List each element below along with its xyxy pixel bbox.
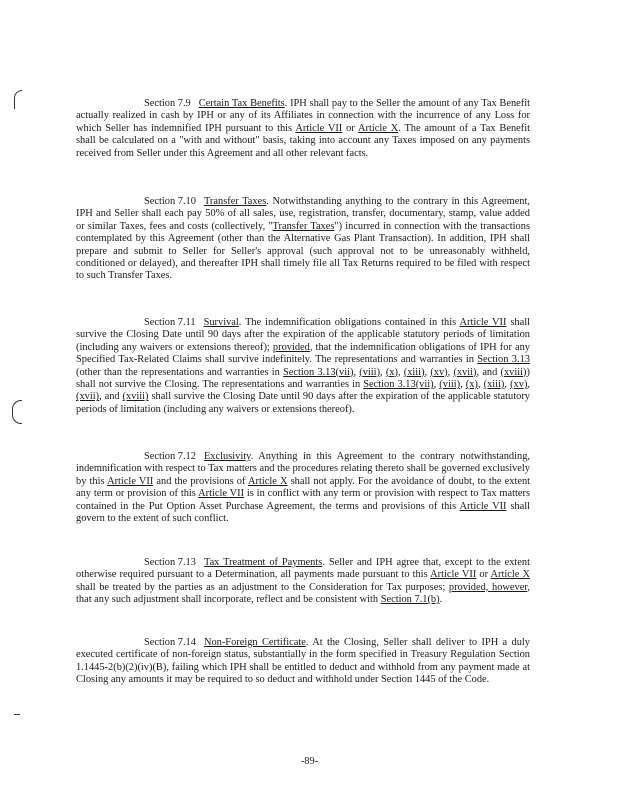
body-text: ,	[447, 366, 454, 378]
cross-reference: Section 3.13	[477, 354, 530, 366]
page-number: -89-	[300, 756, 319, 767]
section-number: Section 7.10	[144, 196, 196, 207]
cross-reference: Article VII	[459, 500, 507, 512]
section-number: Section 7.11	[144, 317, 196, 328]
cross-reference: Section 3.13(vii)	[363, 379, 434, 391]
cross-reference: (viii)	[439, 379, 461, 391]
cross-reference: Article VII	[107, 475, 154, 487]
scan-artifact-mark	[12, 400, 22, 424]
body-text: . Anything in this Agreement to the contrary notwithstanding, indemnification with respect to Tax matters and the procedures relating thereto shall be governed exclusively by this	[76, 451, 530, 487]
body-text: shall survive the Closing Date until 90 days after the expiration of the applicable statutory periods of limitation (including any waivers or extensions thereof).	[76, 391, 530, 415]
cross-reference: Article X	[490, 569, 530, 581]
scan-artifact-mark	[14, 90, 22, 109]
body-text: .	[439, 594, 443, 606]
section-7-11	[76, 317, 530, 416]
body-text: ,	[504, 379, 511, 391]
cross-reference: Section 7.1(b)	[380, 594, 440, 606]
section-7-12	[76, 451, 530, 525]
scan-artifact-mark	[14, 714, 20, 719]
body-text: shall survive the Closing Date until 90 days after the expiration of the applicable statutory periods of limitation (including any waivers or extensions thereof);	[76, 317, 530, 353]
cross-reference: provided	[272, 341, 310, 353]
body-text: shall govern to the extent of such conflict.	[76, 500, 530, 525]
body-text: ") incurred in connection with the transactions contemplated by this Agreement (other than the Alternative Gas Plant Transaction). In addition, IPH shall prepare and submit to Seller for Seller's approval (such approval not to be unreasonably withheld, conditioned or delayed), and thereafter IPH shall timely file all Tax Returns required to be filed with respect to such Transfer Taxes.	[76, 220, 530, 282]
body-text: shall be treated by the parties as an adjustment to the Consideration for Tax purposes;	[76, 581, 449, 593]
body-text: ,	[477, 379, 484, 391]
body-text: ,	[353, 366, 360, 378]
body-text: , and	[476, 366, 501, 378]
body-text: ,	[433, 379, 440, 391]
body-text: ,	[380, 366, 386, 378]
body-text: , that any such adjustment shall incorporate, reflect and be consistent with	[76, 581, 530, 606]
cross-reference: (xvii)	[76, 391, 100, 403]
cross-reference: (xv)	[430, 366, 448, 378]
body-text: . At the Closing, Seller shall deliver to IPH a duly executed certificate of non-foreign status, substantially in the form specified in Treasury Regulation Section 1.1445-2(b)(2)(iv)(B), failing which IPH shall be entitled to deduct and withhold from any payment made at Closing any amounts it may be required to so deduct and withhold under Section 1445 of the Code.	[76, 637, 530, 686]
cross-reference: (xviii)	[122, 391, 149, 403]
cross-reference: (xiii)	[483, 379, 505, 391]
section-number: Section 7.12	[144, 451, 196, 462]
section-7-9	[76, 98, 530, 160]
body-text: ,	[460, 379, 466, 391]
cross-reference: Section 3.13(vii)	[283, 366, 354, 378]
cross-reference: (xiii)	[403, 366, 425, 378]
section-number: Section 7.13	[144, 557, 196, 568]
body-text: ,	[424, 366, 431, 378]
section-body	[76, 196, 530, 281]
section-7-10	[76, 196, 530, 283]
body-text: ,	[527, 379, 531, 391]
cross-reference: Article VII	[295, 122, 343, 134]
body-text: or	[476, 569, 491, 581]
body-text: ,	[397, 366, 404, 378]
section-body	[76, 317, 530, 415]
body-text: . The indemnification obligations contained in this	[238, 317, 460, 328]
body-text: . The amount of a Tax Benefit shall be calculated on a "with and without" basis, taking into account any Taxes imposed on any payments received from Seller under this Agreement and all other relevant facts.	[76, 122, 531, 159]
section-heading: Exclusivity	[203, 451, 251, 462]
body-text: ) shall not survive the Closing. The representations and warranties in	[76, 366, 530, 391]
cross-reference: Article X	[247, 475, 288, 487]
cross-reference: Article VII	[459, 317, 507, 328]
body-text: . Notwithstanding anything to the contrary in this Agreement, IPH and Seller shall each pay 50% of all sales, use, registration, transfer, documentary, stamp, value added or similar Taxes, fees and costs (collectively, "	[76, 196, 530, 232]
section-heading: Tax Treatment of Payments	[203, 557, 323, 568]
body-text: and the provisions of	[153, 475, 248, 487]
section-heading: Survival	[203, 317, 239, 328]
section-number: Section 7.9	[144, 98, 191, 109]
body-text: (other than the representations and warranties in	[76, 366, 284, 378]
cross-reference: (xviii)	[500, 366, 527, 378]
body-text: , that the indemnification obligations of IPH for any Specified Tax-Related Claims shall survive indefinitely. The representations and warranties in	[76, 341, 531, 366]
cross-reference: (viii)	[359, 366, 381, 378]
cross-reference: (xvii)	[453, 366, 477, 378]
section-heading: Certain Tax Benefits	[198, 98, 285, 109]
section-heading: Non-Foreign Certificate	[203, 637, 306, 648]
cross-reference: Article X	[358, 122, 399, 134]
section-7-14	[76, 637, 530, 687]
cross-reference: (x)	[465, 379, 478, 391]
body-text: or	[342, 122, 359, 134]
section-heading: Transfer Taxes	[203, 196, 267, 207]
cross-reference: Transfer Taxes	[272, 220, 335, 232]
section-7-13	[76, 557, 530, 607]
cross-reference: Article VII	[198, 488, 245, 500]
body-text: , and	[99, 391, 123, 403]
body-text: . Seller and IPH agree that, except to the extent otherwise required pursuant to a Determination, all payments made pursuant to this	[76, 557, 530, 581]
cross-reference: Article VII	[430, 569, 477, 581]
cross-reference: (x)	[385, 366, 398, 378]
cross-reference: (xv)	[510, 379, 528, 391]
section-number: Section 7.14	[144, 637, 196, 648]
body-text: shall not apply. For the avoidance of doubt, to the extent any term or provision of this	[76, 475, 531, 500]
cross-reference: provided, however	[448, 581, 528, 593]
body-text: . IPH shall pay to the Seller the amount of any Tax Benefit actually realized in cash by IPH or any of its Affiliates in connection with the incurrence of any Loss for which Seller has indemnified IPH pursuant to this	[76, 98, 530, 134]
body-text: is in conflict with any term or provision with respect to Tax matters contained in the Put Option Asset Purchase Agreement, the terms and provisions of this	[76, 488, 531, 512]
